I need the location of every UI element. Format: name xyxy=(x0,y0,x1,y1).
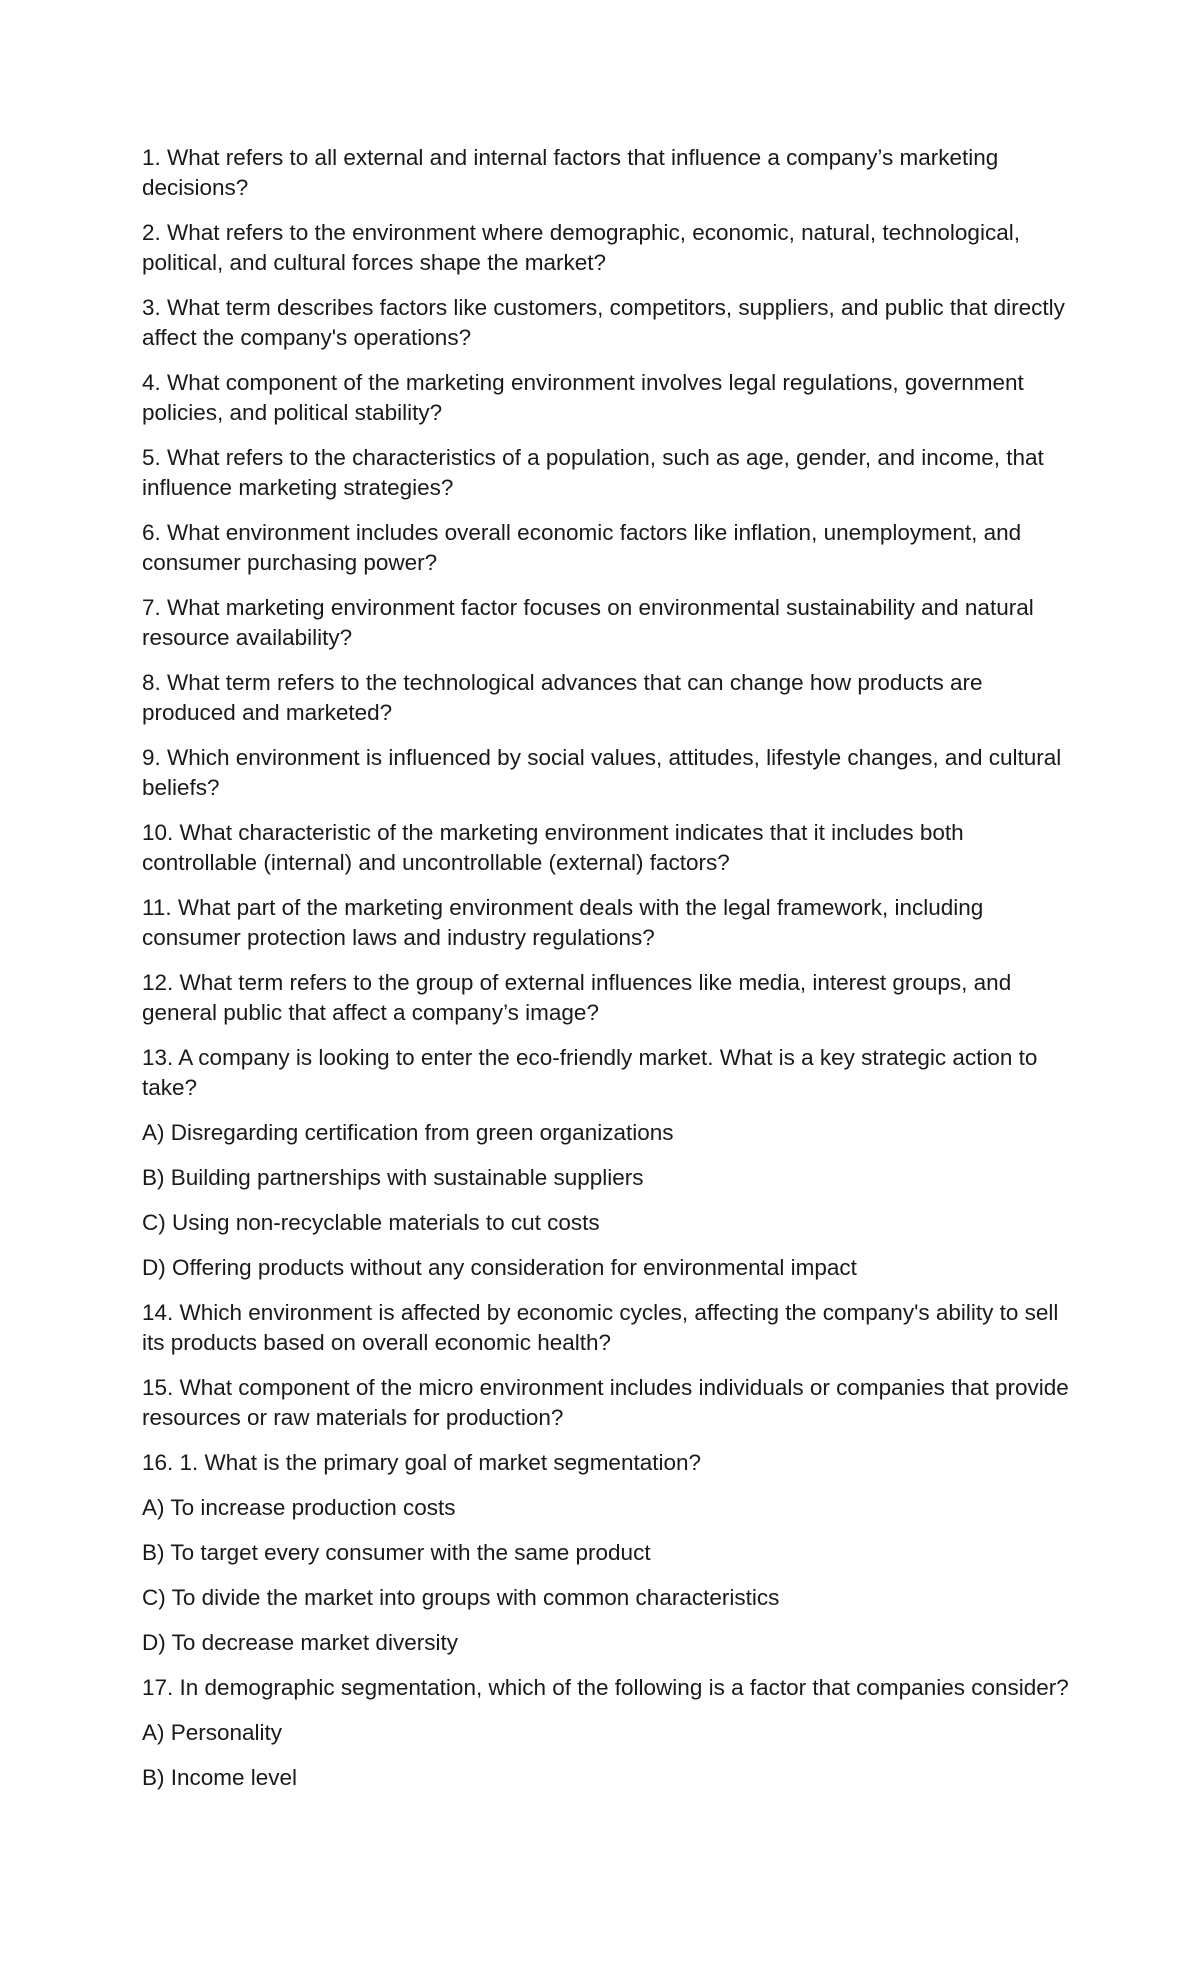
question-16-option-a: A) To increase production costs xyxy=(142,1495,456,1520)
question-13-option-b: B) Building partnerships with sustainable suppliers xyxy=(142,1165,644,1190)
question-13-option-a: A) Disregarding certification from green organizations xyxy=(142,1120,674,1145)
document-page xyxy=(142,143,1082,1808)
question-11: 11. What part of the marketing environment deals with the legal framework, including consumer protection laws and industry regulations? xyxy=(142,895,984,950)
question-5: 5. What refers to the characteristics of a population, such as age, gender, and income, that influence marketing strategies? xyxy=(142,445,1044,500)
question-16: 16. 1. What is the primary goal of market segmentation? xyxy=(142,1450,702,1475)
question-17-option-b: B) Income level xyxy=(142,1765,298,1790)
question-2: 2. What refers to the environment where demographic, economic, natural, technological, political, and cultural forces shape the market? xyxy=(142,220,1020,275)
question-17: 17. In demographic segmentation, which of the following is a factor that companies consider? xyxy=(142,1675,1069,1700)
question-16-option-b: B) To target every consumer with the same product xyxy=(142,1540,651,1565)
question-9: 9. Which environment is influenced by social values, attitudes, lifestyle changes, and cultural beliefs? xyxy=(142,745,1062,800)
question-13-option-d: D) Offering products without any consideration for environmental impact xyxy=(142,1255,857,1280)
question-4: 4. What component of the marketing environment involves legal regulations, government policies, and political stability? xyxy=(142,370,1024,425)
question-16-option-d: D) To decrease market diversity xyxy=(142,1630,458,1655)
question-1: 1. What refers to all external and internal factors that influence a company’s marketing decisions? xyxy=(142,145,999,200)
question-8: 8. What term refers to the technological advances that can change how products are produced and marketed? xyxy=(142,670,983,725)
question-13-option-c: C) Using non-recyclable materials to cut costs xyxy=(142,1210,600,1235)
question-10: 10. What characteristic of the marketing environment indicates that it includes both controllable (internal) and uncontrollable (external) factors? xyxy=(142,820,964,875)
question-17-option-a: A) Personality xyxy=(142,1720,283,1745)
question-12: 12. What term refers to the group of external influences like media, interest groups, and general public that affect a company’s image? xyxy=(142,970,1012,1025)
question-16-option-c: C) To divide the market into groups with common characteristics xyxy=(142,1585,780,1610)
question-14: 14. Which environment is affected by economic cycles, affecting the company's ability to sell its products based on overall economic health? xyxy=(142,1300,1059,1355)
question-6: 6. What environment includes overall economic factors like inflation, unemployment, and consumer purchasing power? xyxy=(142,520,1022,575)
question-7: 7. What marketing environment factor focuses on environmental sustainability and natural resource availability? xyxy=(142,595,1034,650)
question-15: 15. What component of the micro environment includes individuals or companies that provide resources or raw materials for production? xyxy=(142,1375,1069,1430)
question-13: 13. A company is looking to enter the eco-friendly market. What is a key strategic action to take? xyxy=(142,1045,1038,1100)
question-3: 3. What term describes factors like customers, competitors, suppliers, and public that directly affect the company's operations? xyxy=(142,295,1065,350)
